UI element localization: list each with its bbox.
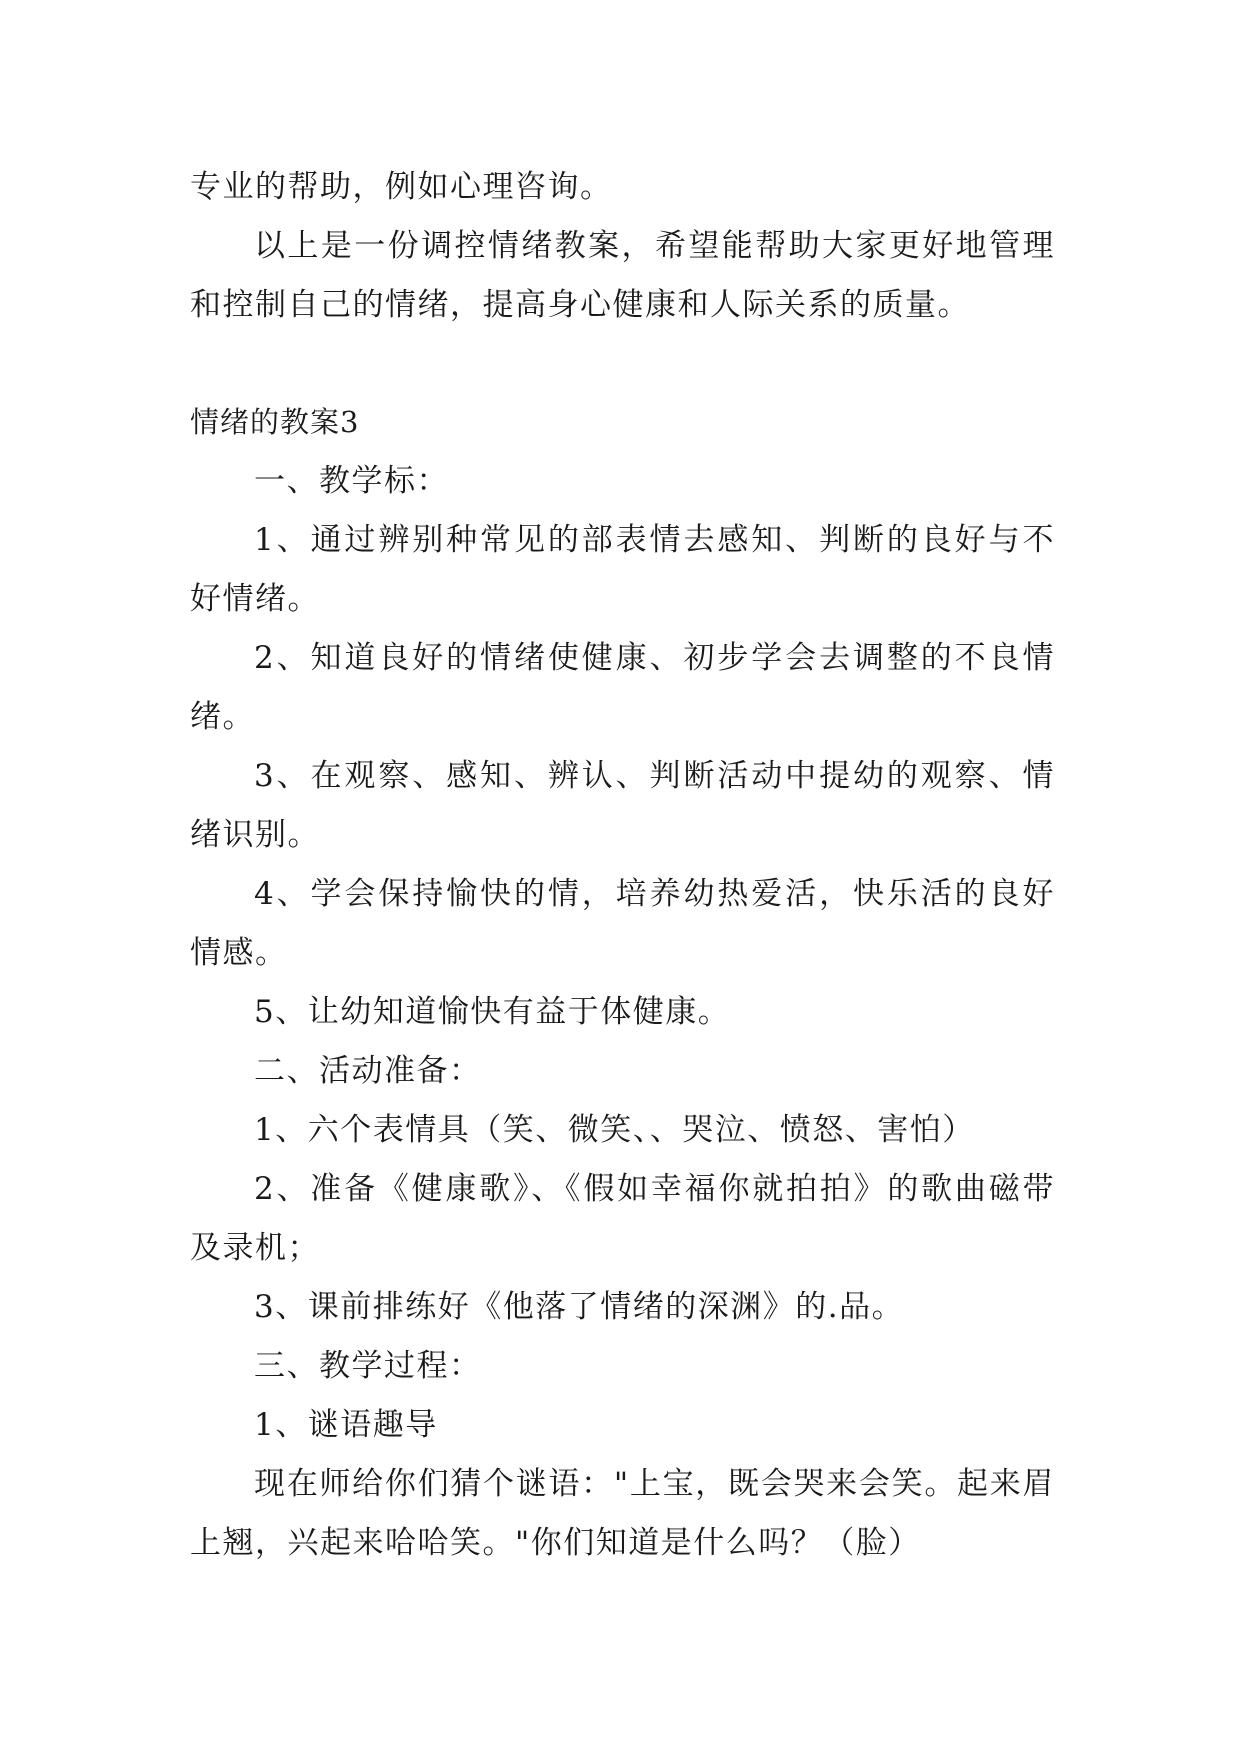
- preparation-item-1: 1、六个表情具（笑、微笑、、哭泣、愤怒、害怕）: [254, 1112, 975, 1148]
- paragraph-continuation: 专业的帮助，例如心理咨询。: [190, 169, 613, 205]
- goal-item-5: 5、让幼知道愉快有益于体健康。: [254, 994, 731, 1030]
- goal-item-1: 1、通过辨别种常见的部表情去感知、判断的良好与不好情绪。: [190, 522, 1055, 617]
- process-item-1: 1、谜语趣导: [254, 1407, 438, 1443]
- preparation-item-3: 3、课前排练好《他落了情绪的深渊》的.品。: [254, 1289, 905, 1325]
- paragraph-summary: 以上是一份调控情绪教案，希望能帮助大家更好地管理和控制自己的情绪，提高身心健康和人际关系的质量。: [190, 228, 1055, 323]
- paragraph-riddle: 现在师给你们猜个谜语："上宝，既会哭来会笑。起来眉上翘，兴起来哈哈笑。"你们知道是什么吗？（脸）: [190, 1466, 1055, 1561]
- goal-item-2: 2、知道良好的情绪使健康、初步学会去调整的不良情绪。: [190, 640, 1055, 735]
- subheading-process: 三、教学过程：: [254, 1348, 482, 1384]
- subheading-preparation: 二、活动准备：: [254, 1053, 482, 1089]
- goal-item-4: 4、学会保持愉快的情，培养幼热爱活，快乐活的良好情感。: [190, 876, 1055, 971]
- goal-item-3: 3、在观察、感知、辨认、判断活动中提幼的观察、情绪识别。: [190, 758, 1055, 853]
- section-heading: 情绪的教案3: [190, 405, 360, 439]
- document-body: [190, 158, 1055, 1573]
- preparation-item-2: 2、准备《健康歌》、《假如幸福你就拍拍》的歌曲磁带及录机；: [190, 1171, 1055, 1266]
- subheading-teaching-goals: 一、教学标：: [254, 463, 449, 499]
